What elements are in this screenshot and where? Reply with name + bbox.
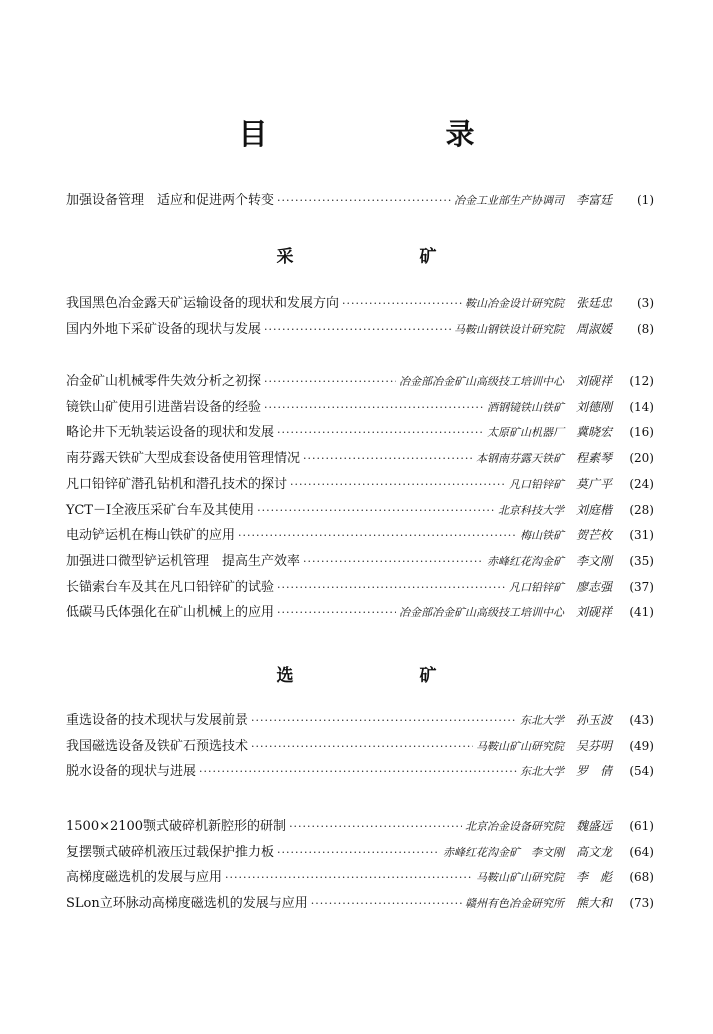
entry-organization: 冶金部冶金矿山高级技工培训中心 bbox=[399, 375, 564, 388]
entry-organization: 东北大学 bbox=[520, 765, 564, 779]
entry-author: 高文龙 bbox=[576, 844, 613, 859]
toc-entry bbox=[66, 318, 654, 338]
entry-organization: 东北大学 bbox=[520, 714, 564, 727]
entry-title: 加强设备管理 适应和促进两个转变 bbox=[66, 193, 275, 208]
toc-entry bbox=[66, 189, 654, 209]
entry-organization: 马鞍山钢铁设计研究院 bbox=[454, 322, 564, 336]
toc-entry bbox=[66, 370, 654, 390]
entry-organization: 冶金工业部生产协调司 bbox=[454, 194, 564, 207]
entry-author: 李文刚 bbox=[576, 553, 613, 568]
entry-page-number: (64) bbox=[629, 844, 654, 859]
toc-entry bbox=[66, 760, 654, 780]
entry-title: 加强进口微型铲运机管理 提高生产效率 bbox=[66, 553, 301, 569]
entry-organization: 凡口铅锌矿 bbox=[509, 477, 564, 491]
toc-entry bbox=[66, 292, 654, 312]
leader-dots bbox=[277, 846, 440, 859]
entry-title: 电动铲运机在梅山铁矿的应用 bbox=[66, 528, 236, 544]
toc-entry bbox=[66, 601, 654, 621]
entry-organization: 赤峰红花沟金矿 bbox=[487, 554, 564, 568]
entry-organization: 赤峰红花沟金矿 李文刚 bbox=[443, 845, 564, 859]
entry-page-number: (8) bbox=[637, 321, 654, 336]
entry-organization: 本钢南芬露天铁矿 bbox=[476, 452, 564, 466]
toc-entry bbox=[66, 735, 654, 755]
entry-page-number: (31) bbox=[629, 528, 654, 543]
entry-author: 张廷忠 bbox=[576, 296, 613, 310]
entry-author: 周淑媛 bbox=[576, 321, 613, 336]
page-title: 目 录 bbox=[238, 117, 559, 151]
leader-dots bbox=[303, 555, 484, 568]
entry-page-number: (3) bbox=[637, 296, 654, 310]
entry-page-number: (61) bbox=[629, 819, 654, 833]
toc-entry bbox=[66, 815, 654, 835]
entry-author: 熊大和 bbox=[576, 896, 613, 911]
entry-page-number: (1) bbox=[637, 193, 654, 207]
entry-organization: 北京冶金设备研究院 bbox=[465, 820, 564, 833]
leader-dots bbox=[225, 871, 473, 884]
entry-organization: 太原矿山机器厂 bbox=[487, 426, 564, 440]
entry-title: 高梯度磁选机的发展与应用 bbox=[66, 870, 223, 886]
entry-page-number: (54) bbox=[629, 764, 654, 779]
leader-dots bbox=[257, 504, 495, 517]
leader-dots bbox=[199, 765, 517, 778]
entry-page-number: (41) bbox=[629, 605, 654, 620]
entry-organization: 赣州有色冶金研究所 bbox=[465, 897, 564, 911]
leader-dots bbox=[277, 581, 506, 594]
entry-author: 冀晓宏 bbox=[576, 425, 613, 440]
entry-author: 吴芬明 bbox=[576, 738, 613, 753]
toc-entry bbox=[66, 709, 654, 729]
entry-title: 重选设备的技术现状与发展前景 bbox=[66, 713, 249, 728]
entry-author: 程素琴 bbox=[576, 451, 613, 466]
entry-author: 李 彪 bbox=[576, 870, 613, 885]
entry-author: 魏盛远 bbox=[576, 819, 613, 833]
leader-dots bbox=[289, 820, 462, 833]
leader-dots bbox=[264, 401, 484, 414]
entry-page-number: (49) bbox=[629, 738, 654, 753]
leader-dots bbox=[342, 297, 462, 310]
entry-organization: 马鞍山矿山研究院 bbox=[476, 739, 564, 753]
entry-title: 复摆颚式破碎机液压过载保护推力板 bbox=[66, 844, 275, 860]
entry-title: 脱水设备的现状与进展 bbox=[66, 764, 197, 780]
toc-entry bbox=[66, 576, 654, 596]
toc-entry bbox=[66, 499, 654, 519]
entry-page-number: (16) bbox=[629, 425, 654, 440]
entry-author: 李富廷 bbox=[576, 193, 613, 207]
toc-entry bbox=[66, 892, 654, 912]
entry-page-number: (20) bbox=[629, 451, 654, 466]
leader-dots bbox=[303, 452, 473, 465]
entry-author: 莫广平 bbox=[576, 476, 613, 491]
toc-entry bbox=[66, 473, 654, 493]
entry-organization: 冶金部冶金矿山高级技工培训中心 bbox=[399, 606, 564, 620]
toc-entry bbox=[66, 396, 654, 416]
entry-title: 略论井下无轨装运设备的现状和发展 bbox=[66, 425, 275, 441]
entry-author: 刘砚祥 bbox=[576, 374, 613, 388]
toc-entry bbox=[66, 866, 654, 886]
entry-author: 刘砚祥 bbox=[576, 605, 613, 620]
entry-title: 低碳马氏体强化在矿山机械上的应用 bbox=[66, 605, 275, 621]
section-heading-dressing: 选 矿 bbox=[276, 666, 497, 686]
entry-author: 贺芒枚 bbox=[576, 528, 613, 543]
leader-dots bbox=[264, 323, 451, 336]
entry-page-number: (12) bbox=[629, 374, 654, 388]
entry-organization: 酒钢镜铁山铁矿 bbox=[487, 400, 564, 414]
entry-page-number: (73) bbox=[629, 896, 654, 911]
entry-page-number: (68) bbox=[629, 870, 654, 885]
toc-entry bbox=[66, 524, 654, 544]
entry-page-number: (14) bbox=[629, 399, 654, 414]
leader-dots bbox=[251, 740, 473, 753]
leader-dots bbox=[277, 426, 484, 439]
entry-page-number: (24) bbox=[629, 476, 654, 491]
leader-dots bbox=[238, 529, 517, 542]
entry-author: 刘庭楷 bbox=[576, 502, 613, 517]
toc-entry bbox=[66, 550, 654, 570]
entry-title: 南芬露天铁矿大型成套设备使用管理情况 bbox=[66, 451, 301, 467]
entry-title: SLon立环脉动高梯度磁选机的发展与应用 bbox=[66, 896, 308, 912]
leader-dots bbox=[277, 194, 451, 207]
entry-title: 国内外地下采矿设备的现状与发展 bbox=[66, 321, 262, 337]
section-heading-mining: 采 矿 bbox=[276, 247, 497, 267]
toc-entry bbox=[66, 841, 654, 861]
entry-title: YCT－Ⅰ全液压采矿台车及其使用 bbox=[66, 502, 255, 518]
leader-dots bbox=[251, 714, 517, 727]
toc-entry bbox=[66, 447, 654, 467]
entry-title: 我国黑色冶金露天矿运输设备的现状和发展方向 bbox=[66, 296, 340, 311]
entry-author: 廖志强 bbox=[576, 579, 613, 594]
entry-page-number: (43) bbox=[629, 713, 654, 727]
entry-organization: 凡口铅锌矿 bbox=[509, 580, 564, 594]
leader-dots bbox=[290, 478, 506, 491]
entry-page-number: (37) bbox=[629, 579, 654, 594]
entry-title: 我国磁选设备及铁矿石预选技术 bbox=[66, 738, 249, 754]
entry-title: 1500×2100颚式破碎机新腔形的研制 bbox=[66, 819, 287, 834]
entry-title: 长锚索台车及其在凡口铅锌矿的试验 bbox=[66, 579, 275, 595]
entry-title: 凡口铅锌矿潜孔钻机和潜孔技术的探讨 bbox=[66, 476, 288, 492]
entry-author: 罗 倩 bbox=[576, 764, 613, 779]
entry-author: 孙玉波 bbox=[576, 713, 613, 727]
entry-page-number: (28) bbox=[629, 502, 654, 517]
entry-organization: 马鞍山矿山研究院 bbox=[476, 871, 564, 885]
entry-title: 冶金矿山机械零件失效分析之初探 bbox=[66, 374, 262, 389]
entry-organization: 梅山铁矿 bbox=[520, 529, 564, 543]
entry-title: 镜铁山矿使用引进凿岩设备的经验 bbox=[66, 399, 262, 415]
leader-dots bbox=[311, 897, 462, 910]
leader-dots bbox=[264, 375, 396, 388]
entry-organization: 北京科技大学 bbox=[498, 503, 564, 517]
entry-organization: 鞍山冶金设计研究院 bbox=[465, 297, 564, 310]
entry-page-number: (35) bbox=[629, 553, 654, 568]
entry-author: 刘德刚 bbox=[576, 399, 613, 414]
leader-dots bbox=[277, 606, 396, 619]
toc-entry bbox=[66, 421, 654, 441]
